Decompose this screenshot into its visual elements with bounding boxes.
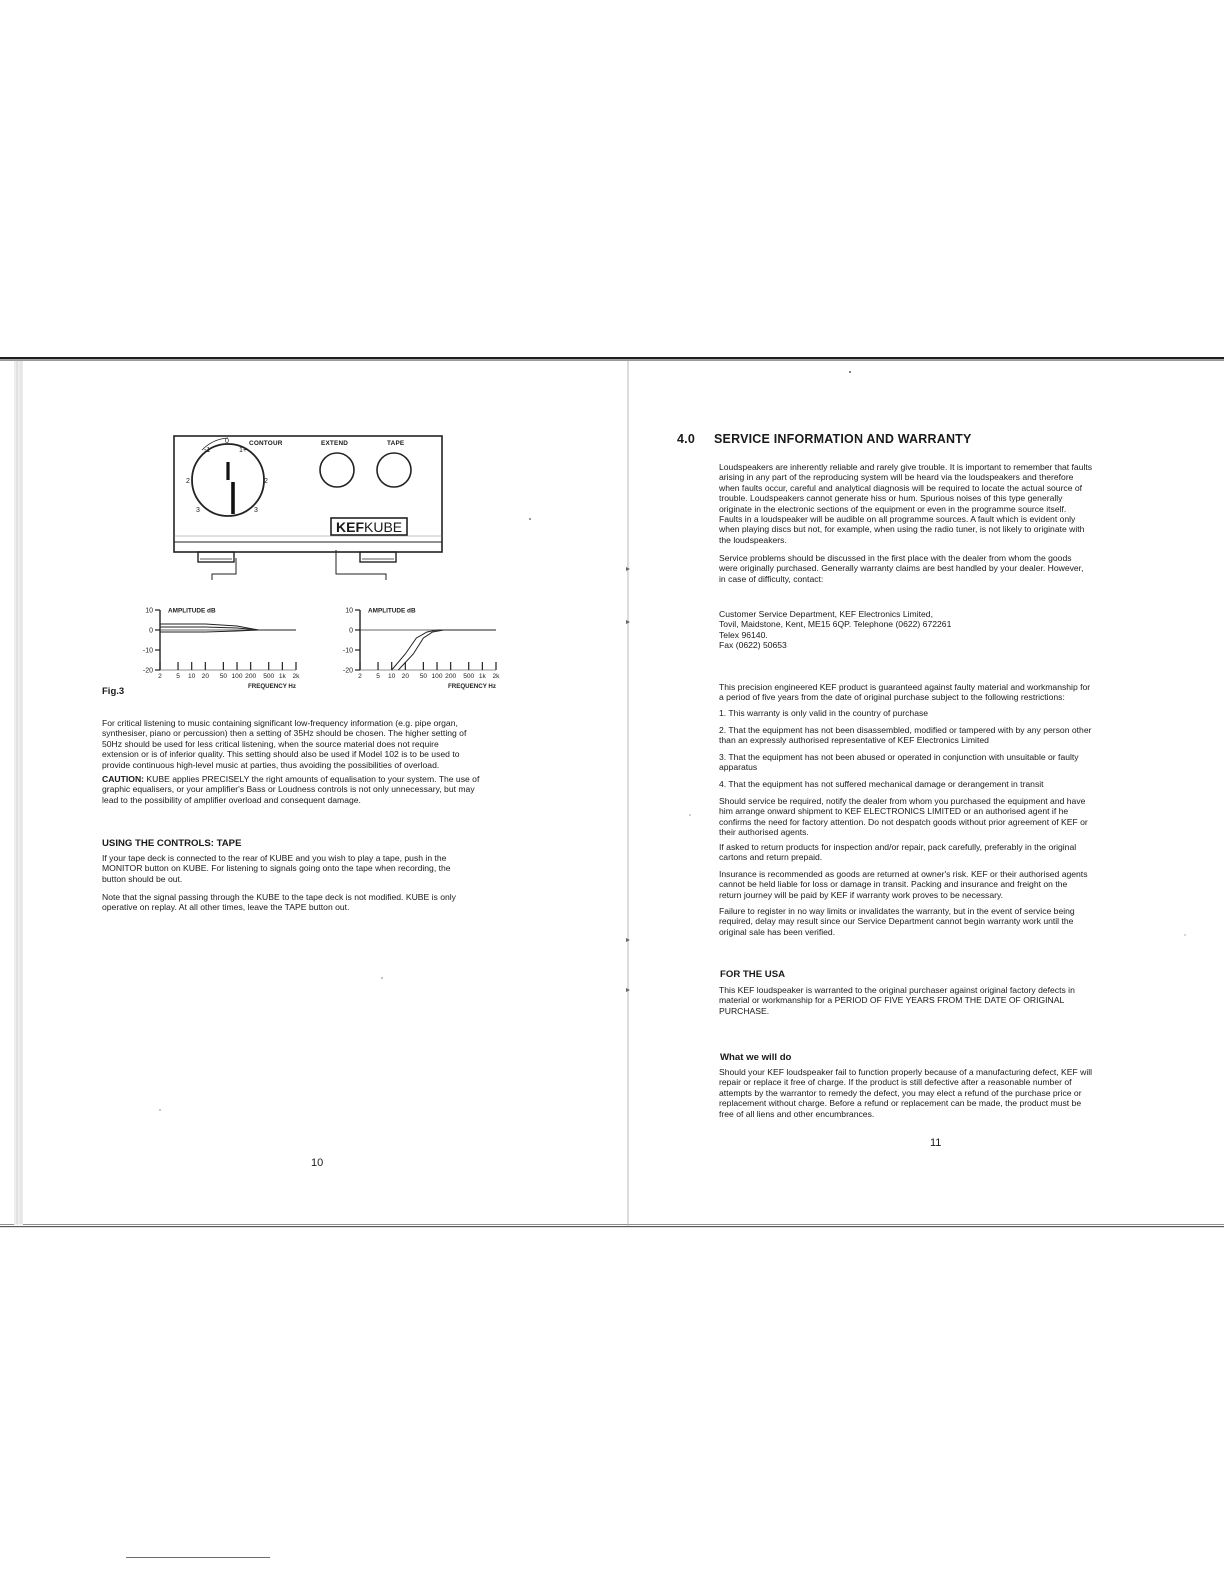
restriction-1: 1. This warranty is only valid in the country of purchase — [719, 708, 929, 718]
contact-paragraph: Service problems should be discussed in the first place with the dealer from whom the goods were originally purchased. Generally warranty claims are best handled by your dealer. However, in case of difficulty, contact: — [719, 553, 1084, 584]
usa-heading: FOR THE USA — [720, 969, 786, 980]
dial-mark-1plus: 1+ — [239, 447, 247, 454]
chart1-x-tick-label: 1k — [278, 673, 286, 680]
chart2-x-tick-label: 1k — [478, 673, 486, 680]
section-number: 4.0 — [677, 432, 695, 446]
chart2-y-tick-label: -10 — [342, 647, 353, 655]
service-paragraph: Should service be required, notify the dealer from whom you purchased the equipment and have him arrange onward shipment to KEF ELECTRONICS LIMITED or an authorised agent if he confirms the need for factory attention. Do not despatch goods without prior agreement of KEF or their authorised agents. — [719, 796, 1088, 838]
restriction-4: 4. That the equipment has not suffered mechanical damage or derangement in transit — [719, 779, 1044, 789]
guarantee-paragraph: This precision engineered KEF product is guaranteed against faulty material and workmanship for a period of five years from the date of original purchase subject to the following restrictions: — [719, 682, 1091, 703]
chart2-x-tick-label: 50 — [419, 673, 428, 680]
return-paragraph: If asked to return products for inspection and/or repair, pack carefully, preferably in the original cartons and return prepaid. — [719, 842, 1077, 863]
tape-heading: USING THE CONTROLS: TAPE — [102, 838, 242, 849]
chart2-x-tick-label: 200 — [445, 673, 457, 680]
chart2-series-extend-50Hz — [398, 630, 496, 670]
dial-mark-right-2: 2 — [264, 478, 268, 485]
extend-label: EXTEND — [321, 440, 349, 447]
chart2-x-label: FREQUENCY Hz — [447, 683, 496, 690]
chart1-x-tick-label: 50 — [219, 673, 228, 680]
dial-mark-left-2: 2 — [186, 478, 190, 485]
chart2-x-tick-label: 2 — [358, 673, 362, 680]
chart1-x-tick-label: 200 — [245, 673, 257, 680]
chart1-x-label: FREQUENCY Hz — [247, 683, 296, 690]
chart2-x-tick-label: 500 — [463, 673, 475, 680]
restriction-2: 2. That the equipment has not been disassembled, modified or tampered with by any person other than an expressly authorised representative of KEF Electronics Limited — [719, 725, 1092, 746]
chart2-y-tick-label: -20 — [342, 667, 353, 675]
what-we-will-do-paragraph: Should your KEF loudspeaker fail to function properly because of a manufacturing defect, KEF will repair or replace it free of charge. If the product is still defective after a reasonable number of attempts by the warrantor to remedy the defect, you may elect a refund of the purchase price or replacement without charge. Before a refund or replacement can be made, the product must be free of all liens and other encumbrances. — [719, 1067, 1093, 1119]
contour-label: CONTOUR — [249, 440, 283, 447]
chart2-x-tick-label: 100 — [431, 673, 443, 680]
chart1-y-tick-label: -20 — [142, 667, 153, 675]
caution-label: CAUTION: — [102, 774, 145, 784]
contour-paragraph: For critical listening to music containing significant low-frequency information (e.g. pipe organ, synthesiser, piano or percussion) then a setting of 35Hz should be chosen. The higher setting of 50Hz should be used for less critical listening, when the source material does not require extension or is of inferior quality. This setting should also be used if Model 102 is to be used to provide continuous high-level music at parties, thus avoiding the possibilities of overload. — [102, 718, 467, 770]
intro-paragraph: Loudspeakers are inherently reliable and rarely give trouble. It is important to remember that faults arising in any part of the reproducing system will be heard via the loudspeakers and therefore when faults occur, careful and analytical diagnosis will be required to locate the actual source of trouble. Loudspeakers cannot generate hiss or hum. Spurious noises of this type generally originate in the electronic sections of the equipment or even in the programme source itself. Faults in a loudspeaker will be audible on all programme sources. A fault which is evident only when playing discs but not, for example, when using the radio tuner, is not likely to originate with the loudspeakers. — [719, 462, 1093, 545]
chart1-x-tick-label: 2k — [292, 673, 300, 680]
tape-paragraph-1: If your tape deck is connected to the rear of KUBE and you wish to play a tape, push in the MONITOR button on KUBE. For listening to signals going onto the tape when recording, the button should be out. — [102, 853, 451, 884]
chart2-title: AMPLITUDE dB — [368, 607, 416, 615]
extend-response-chart — [320, 600, 520, 696]
chart1-y-tick-label: 10 — [145, 607, 153, 615]
chart2-y-tick-label: 10 — [345, 607, 353, 615]
chart1-x-tick-label: 100 — [231, 673, 243, 680]
chart1-x-tick-label: 500 — [263, 673, 275, 680]
caution-paragraph: CAUTION: KUBE applies PRECISELY the right amounts of equalisation to your system. The use of graphic equalisers, or your amplifier's Bass or Loudness controls is not only unnecessary, but may lead to the possibility of amplifier overload and consequent damage. — [102, 774, 480, 805]
restriction-3: 3. That the equipment has not been abused or operated in conjunction with unsuitable or faulty apparatus — [719, 752, 1079, 773]
chart1-y-tick-label: -10 — [142, 647, 153, 655]
chart1-title: AMPLITUDE dB — [168, 607, 216, 615]
contour-response-chart — [120, 600, 320, 696]
underline-mark — [126, 1557, 270, 1558]
what-we-will-do-heading: What we will do — [720, 1052, 792, 1063]
tape-paragraph-2: Note that the signal passing through the KUBE to the tape deck is not modified. KUBE is only operative on replay. At all other times, leave the TAPE button out. — [102, 892, 456, 913]
kef-kube-logo: KEFKUBE — [336, 519, 403, 535]
dial-mark-0: 0 — [225, 438, 229, 445]
chart2-y-tick-label: 0 — [349, 627, 353, 635]
tape-label: TAPE — [387, 440, 405, 447]
dial-mark-right-3: 3 — [254, 507, 258, 514]
chart1-x-tick-label: 2 — [158, 673, 162, 680]
registration-paragraph: Failure to register in no way limits or invalidates the warranty, but in the event of service being required, delay may result since our Service Department cannot begin warranty work until the original sale has been verified. — [719, 906, 1075, 937]
chart2-series-extend-35Hz — [392, 630, 496, 670]
section-title: SERVICE INFORMATION AND WARRANTY — [714, 432, 972, 446]
chart2-x-tick-label: 2k — [492, 673, 500, 680]
chart1-x-tick-label: 20 — [201, 673, 210, 680]
chart2-x-tick-label: 5 — [376, 673, 380, 680]
insurance-paragraph: Insurance is recommended as goods are returned at owner's risk. KEF or their authorised agents cannot be held liable for loss or damage in transit. Packing and insurance and freight on the return journey will be paid by KEF if warranty work proves to be necessary. — [719, 869, 1088, 900]
contact-address: Customer Service Department, KEF Electronics Limited, Tovil, Maidstone, Kent, ME15 6QP. Telephone (0622) 672261 Telex 96140. Fax (0622) 50653 — [719, 609, 952, 651]
chart1-x-tick-label: 5 — [176, 673, 180, 680]
figure-label: Fig.3 — [102, 686, 125, 697]
dial-mark-minus1: -1 — [204, 447, 211, 454]
dial-mark-left-3: 3 — [196, 507, 200, 514]
usa-paragraph: This KEF loudspeaker is warranted to the original purchaser against original factory defects in material or workmanship for a PERIOD OF FIVE YEARS FROM THE DATE OF ORIGINAL PURCHASE. — [719, 985, 1075, 1016]
chart2-x-tick-label: 20 — [401, 673, 410, 680]
chart2-x-tick-label: 10 — [388, 673, 396, 680]
chart1-y-tick-label: 0 — [149, 627, 153, 635]
chart1-x-tick-label: 10 — [188, 673, 196, 680]
page-number-right: 11 — [930, 1137, 942, 1149]
page-number-left: 10 — [311, 1157, 324, 1169]
